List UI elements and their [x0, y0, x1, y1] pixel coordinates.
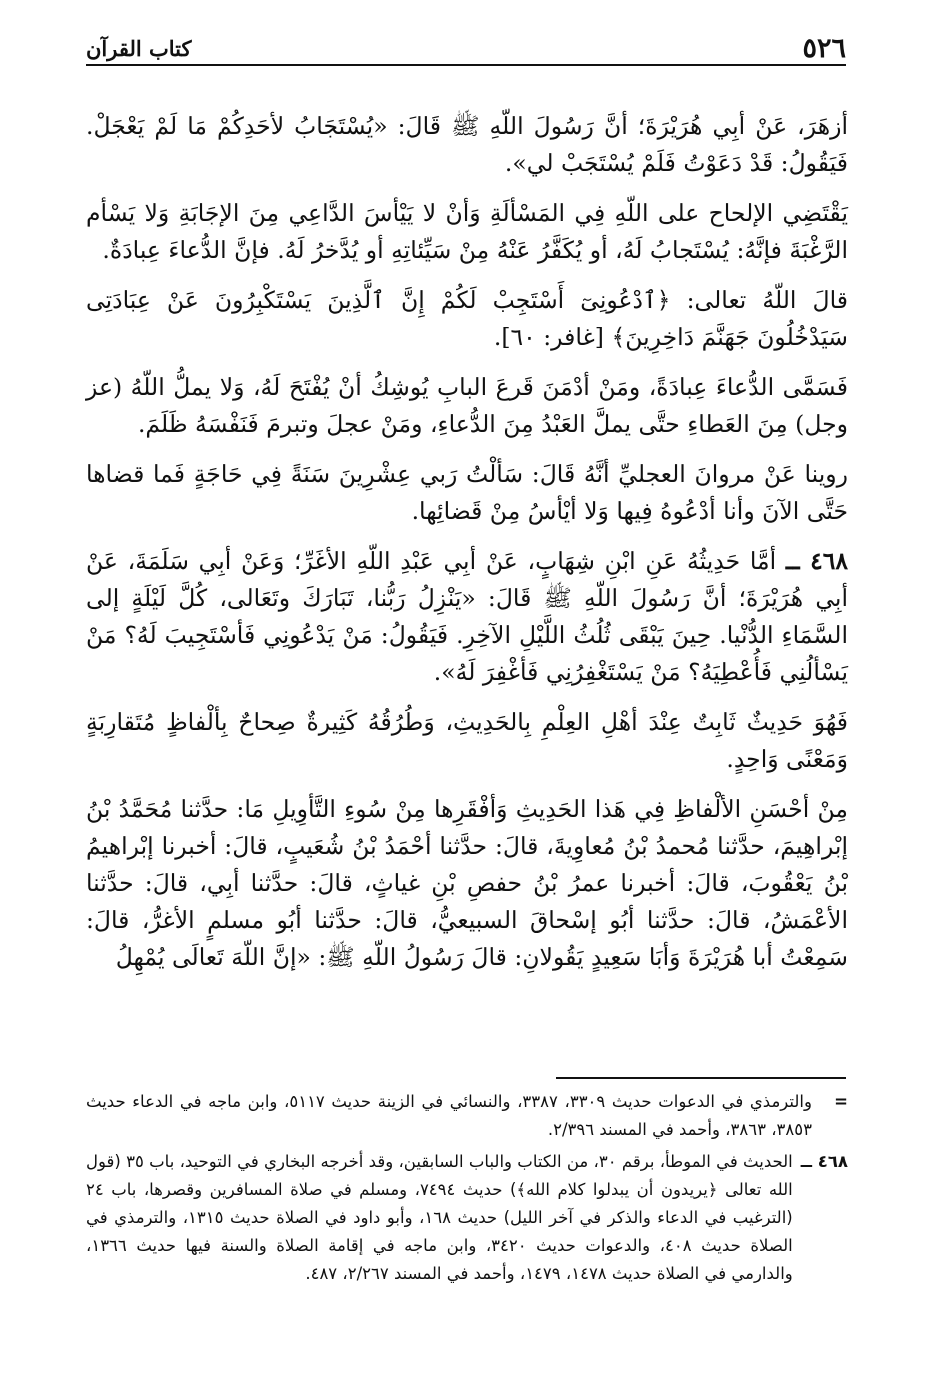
main-text — [86, 108, 848, 989]
footnote-mark: ٤٦٨ ــ — [800, 1152, 848, 1171]
paragraph-6-text: أمَّا حَدِيثُهُ عَنِ ابْنِ شِهَابٍ، عَنْ أبِي عَبْدِ اللّهِ الأغَرِّ؛ وَعَنْ أبِي سَلَمَةَ، عَنْ أبِي هُرَيْرَةَ؛ أنَّ رَسُولَ اللّهِ ﷺ قَالَ: «يَنْزِلُ رَبُّنا، تَبَارَكَ وتَعَالى، كُلَّ لَيْلَةٍ إلى السَّمَاءِ الدُّنْيا. حِينَ يَبْقَى ثُلُثُ اللَّيْلِ الآخِرِ. فَيَقُولُ: مَنْ يَدْعُونِي فَأسْتَجِيبَ لَهُ؟ مَنْ يَسْألُنِي فَأُعْطِيَهُ؟ مَنْ يَسْتَغْفِرُنِي فَأغْفِرَ لَهُ». — [86, 547, 848, 686]
paragraph-6 — [86, 543, 848, 691]
paragraph-7: فَهُوَ حَدِيثٌ ثَابِتٌ عِنْدَ أهْلِ العِلْمِ بِالحَدِيثِ، وَطُرُقُهُ كَثِيرةٌ صِحاحٌ بِألْفاظٍ مُتَقارِبَةٍ وَمَعْنًى وَاحِدٍ. — [86, 708, 848, 773]
footnote — [86, 1088, 848, 1144]
hadith-number: ٤٦٨ ــ — [785, 547, 848, 575]
paragraph-4: فَسَمَّى الدُّعاءَ عِبادَةً، ومَنْ أدْمَنَ قَرعَ البابِ يُوشِكُ أنْ يُفْتَحَ لَهُ، وَلا يملُّ اللّهُ (عز وجل) مِنَ العَطاءِ حتَّى يملَّ العَبْدُ مِنَ الدُّعاءِ، ومَنْ عجلَ وتبرمَ فَنَفْسَهُ ظَلَمَ. — [86, 373, 848, 438]
quran-verse: ﴿ٱدْعُونِىٓ أَسْتَجِبْ لَكُمْ إِنَّ ٱلَّذِينَ يَسْتَكْبِرُونَ عَنْ عِبَادَتِى سَيَدْخُلُونَ جَهَنَّمَ دَاخِرِينَ﴾ — [86, 286, 848, 351]
footnote-mark: = — [834, 1092, 848, 1111]
paragraph-5: روينا عَنْ مروانَ العجليِّ أنَّهُ قَالَ: سَألْتُ رَبي عِشْرِينَ سَنَةً فِي حَاجَةٍ فَما قضاها حَتَّى الآنَ وأنا أدْعُوهُ فِيها وَلا أيْأسُ مِنْ قَضائِها. — [86, 460, 848, 525]
paragraph-3-intro: قالَ اللّهُ تعالى: — [670, 286, 848, 314]
footnotes — [86, 1088, 848, 1292]
book-title: كتاب القرآن — [86, 36, 192, 61]
running-header — [86, 30, 846, 66]
footnote-text: الحديث في الموطأ، برقم ٣٠، من الكتاب والباب السابقين، وقد أخرجه البخاري في التوحيد، باب ٣٥ (قول الله تعالى ﴿يريدون أن يبدلوا كلام الله﴾) حديث ٧٤٩٤، ومسلم في صلاة المسافرين وقصرها، باب ٢٤ (الترغيب في الدعاء والذكر في آخر الليل) حديث ١٦٨، وأبو داود في الصلاة حديث ١٣١٥، والترمذي في الصلاة حديث ٤٠٨، والدعوات حديث ٣٤٢٠، وابن ماجه في إقامة الصلاة والسنة فيها حديث ١٣٦٦، والدارمي في الصلاة حديث ١٤٧٨، ١٤٧٩، وأحمد في المسند ٢/٢٦٧، ٤٨٧. — [86, 1152, 793, 1283]
footnote — [86, 1148, 848, 1288]
paragraph-2: يَقْتَضِي الإلحاح على اللّهِ فِي المَسْألَةِ وَأنْ لا يَيْأسَ الدَّاعِي مِنَ الإجَابَةِ وَلا يَسْأم الرَّغْبَةَ فإنَّهُ: يُسْتَجابُ لَهُ، أو يُكَفَّرُ عَنْهُ مِنْ سَيِّئاتِهِ أو يُدَّخرُ لَهُ. فإنَّ الدُّعاءَ عِبادَةٌ. — [86, 199, 848, 264]
footnote-divider — [556, 1077, 846, 1079]
paragraph-8: مِنْ أحْسَنِ الألْفاظِ فِي هَذا الحَدِيثِ وَأفْقَرِها مِنْ سُوءِ التَّأوِيلِ مَا: حدَّثنا مُحَمَّدُ بْنُ إبْراهِيمَ، حدَّثنا مُحمدُ بْنُ مُعاوِيةَ، قالَ: حدَّثنا أحْمَدُ بْنُ شُعَيبٍ، قالَ: أخبرنا إبْراهيمُ بْنُ يَعْقُوبَ، قالَ: أخبرنا عمرُ بْنُ حفصِ بْنِ غياثٍ، قالَ: حدَّثنا أبِي، قالَ: حدَّثنا الأعْمَشُ، قالَ: حدَّثنا أبُو إسْحاقَ السبيعيُّ، قالَ: حدَّثنا أبُو مسلمٍ الأغرُّ، قالَ: سَمِعْتُ أبا هُرَيْرَةَ وَأبَا سَعِيدٍ يَقُولانِ: قالَ رَسُولُ اللّهِ ﷺ: «إنَّ اللّهَ تَعالَى يُمْهِلُ — [86, 795, 848, 971]
paragraph-1: أزهَرَ، عَنْ أبِي هُرَيْرَةَ؛ أنَّ رَسُولَ اللّهِ ﷺ قَالَ: «يُسْتَجَابُ لأحَدِكُمْ مَا لَمْ يَعْجَلْ. فَيَقُولُ: قَدْ دَعَوْتُ فَلَمْ يُسْتَجَبْ لي». — [86, 112, 848, 177]
verse-reference: [غافر: ٦٠]. — [493, 323, 612, 351]
page-number: ٥٢٦ — [802, 33, 846, 64]
footnote-text: والترمذي في الدعوات حديث ٣٣٠٩، ٣٣٨٧، والنسائي في الزينة حديث ٥١١٧، وابن ماجه في الدعاء حديث ٣٨٥٣، ٣٨٦٣، وأحمد في المسند ٢/٣٩٦. — [86, 1092, 812, 1139]
paragraph-3 — [86, 282, 848, 356]
